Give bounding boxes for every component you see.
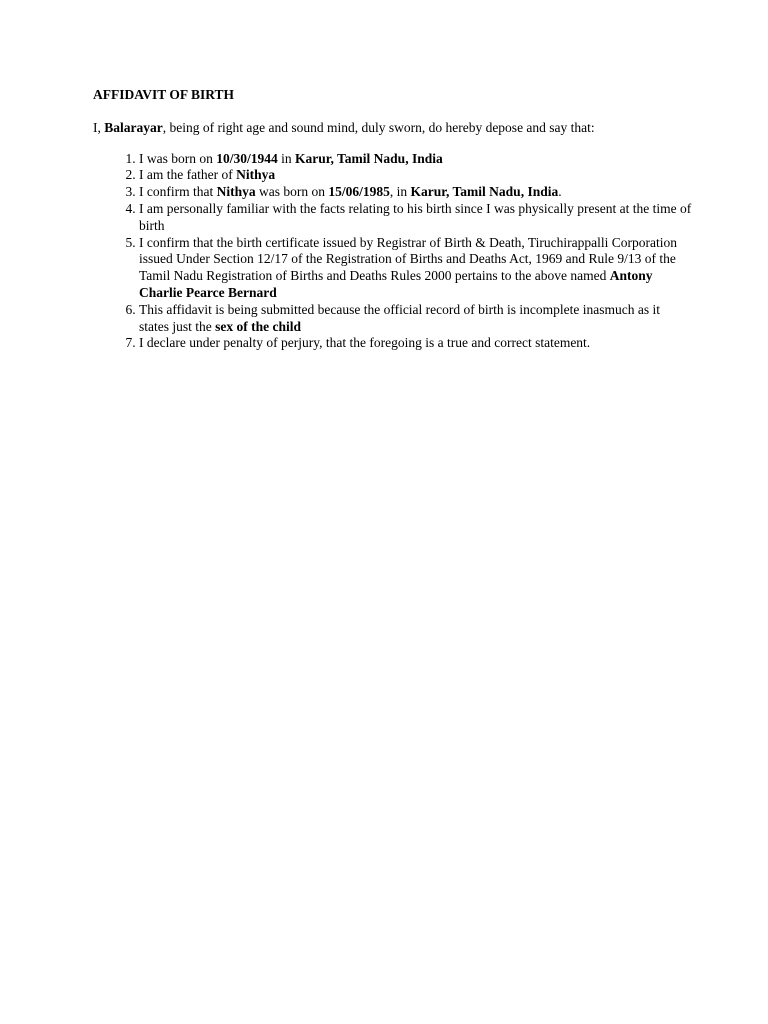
statement-bold-text: Nithya	[216, 184, 256, 200]
statement-text: I was born on	[139, 150, 217, 166]
statement-text: This affidavit is being submitted because the official record of birth is incomplete inasmuch as it states just the	[139, 301, 660, 334]
statement-bold-text: Karur, Tamil Nadu, India	[295, 150, 443, 166]
statement-bold-text: 10/30/1944	[216, 150, 278, 166]
statement-text: I am the father of	[139, 167, 237, 183]
statement-text: I am personally familiar with the facts relating to his birth since I was physically present at the time of birth	[139, 200, 692, 233]
statement-text: I confirm that the birth certificate issued by Registrar of Birth & Death, Tiruchirappalli Corporation issued Under Section 12/17 of the Registration of Births and Deaths Act, 1969 and Rule 9/13 of the Tamil Nadu Registration of Births and Deaths Rules 2000 pertains to the above named	[139, 234, 677, 284]
affidavit-page	[93, 87, 693, 352]
statement-item	[139, 335, 693, 352]
statement-item	[139, 302, 693, 336]
statement-item	[139, 184, 693, 201]
intro-prefix: I,	[93, 119, 105, 135]
statement-text: was born on	[255, 184, 329, 200]
intro-paragraph	[93, 120, 693, 137]
statement-item	[139, 201, 693, 235]
statement-list	[93, 151, 693, 353]
statement-text: I confirm that	[139, 184, 217, 200]
intro-suffix: , being of right age and sound mind, duly sworn, do hereby depose and say that:	[162, 119, 595, 135]
statement-bold-text: Nithya	[236, 167, 276, 183]
document-title: AFFIDAVIT OF BIRTH	[93, 87, 235, 102]
statement-bold-text: sex of the child	[215, 318, 301, 334]
statement-text: I declare under penalty of perjury, that the foregoing is a true and correct statement.	[139, 335, 591, 351]
statement-item	[139, 235, 693, 302]
statement-bold-text: Antony Charlie Pearce Bernard	[139, 268, 653, 300]
statement-text: .	[558, 184, 562, 200]
statement-item	[139, 151, 693, 168]
statement-text: , in	[389, 184, 411, 200]
statement-item	[139, 167, 693, 184]
statement-text: in	[277, 150, 296, 166]
statement-bold-text: Karur, Tamil Nadu, India	[410, 184, 559, 200]
statement-bold-text: 15/06/1985	[328, 184, 390, 200]
deponent-name: Balarayar	[104, 119, 163, 135]
